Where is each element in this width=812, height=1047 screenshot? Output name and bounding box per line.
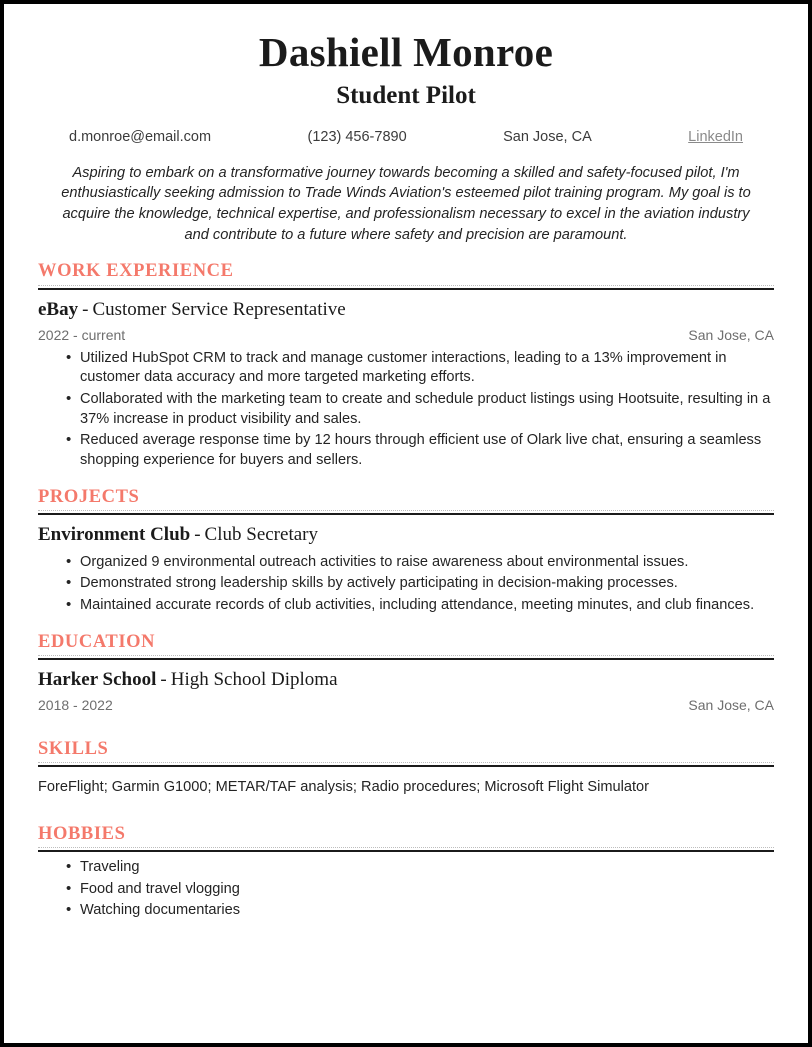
education-entry-title bbox=[38, 669, 774, 692]
contact-email[interactable]: d.monroe@email.com bbox=[69, 128, 212, 145]
section-spacer bbox=[38, 713, 774, 725]
experience-entry bbox=[38, 299, 774, 471]
project-org: Environment Club bbox=[38, 524, 191, 545]
project-bullet-list bbox=[38, 553, 774, 616]
list-item: • Traveling bbox=[66, 858, 774, 878]
section-skills bbox=[38, 739, 774, 798]
experience-dates: 2022 - current bbox=[38, 326, 126, 343]
section-title-work-experience: WORK EXPERIENCE bbox=[38, 261, 234, 282]
list-item: • Demonstrated strong leadership skills by actively participating in decision-making processes. bbox=[66, 574, 774, 594]
resume-header bbox=[38, 30, 774, 145]
experience-position: Customer Service Representative bbox=[92, 298, 346, 320]
title-separator: - bbox=[194, 524, 201, 545]
section-hobbies bbox=[38, 824, 774, 921]
section-divider bbox=[38, 655, 774, 660]
contact-location: San Jose, CA bbox=[503, 128, 592, 145]
list-item: • Reduced average response time by 12 hours through efficient use of Olark live chat, ensuring a seamless shopping experience for buyers and sellers. bbox=[66, 431, 774, 470]
contact-phone[interactable]: (123) 456-7890 bbox=[307, 128, 407, 145]
project-entry-title bbox=[38, 524, 774, 547]
experience-org: eBay bbox=[38, 298, 79, 320]
candidate-name: Dashiell Monroe bbox=[258, 29, 554, 75]
contact-linkedin-link[interactable]: LinkedIn bbox=[688, 128, 743, 145]
resume-sheet bbox=[4, 4, 808, 1043]
education-entry bbox=[38, 669, 774, 713]
title-separator: - bbox=[82, 298, 89, 320]
experience-bullet-list bbox=[38, 349, 774, 471]
contact-row bbox=[69, 129, 743, 145]
section-title-education: EDUCATION bbox=[38, 631, 156, 652]
section-title-hobbies: HOBBIES bbox=[38, 823, 126, 844]
experience-entry-title bbox=[38, 299, 774, 322]
section-education bbox=[38, 632, 774, 713]
project-position: Club Secretary bbox=[204, 524, 318, 545]
section-divider bbox=[38, 510, 774, 515]
list-item: • Collaborated with the marketing team to create and schedule product listings using Hootsuite, resulting in a 37% increase in product visibility and sales. bbox=[66, 390, 774, 429]
section-title-skills: SKILLS bbox=[38, 739, 109, 759]
section-projects bbox=[38, 487, 774, 616]
section-divider bbox=[38, 847, 774, 852]
professional-summary: Aspiring to embark on a transformative journey towards becoming a skilled and safety-focused pilot, I'm enthusiastically seeking admission to Trade Winds Aviation's esteemed pilot training program. My goal is to acquire the knowledge, technical expertise, and professionalism necessary to excel in the aviation industry and contribute to a future where safety and precision are paramount. bbox=[61, 164, 751, 243]
experience-meta bbox=[38, 327, 774, 343]
list-item: • Watching documentaries bbox=[66, 901, 774, 921]
section-divider bbox=[38, 285, 774, 290]
title-separator: - bbox=[160, 669, 167, 691]
list-item: • Food and travel vlogging bbox=[66, 880, 774, 900]
section-spacer bbox=[38, 798, 774, 810]
project-entry bbox=[38, 524, 774, 616]
education-location: San Jose, CA bbox=[688, 697, 774, 713]
candidate-role: Student Pilot bbox=[336, 82, 476, 110]
section-work-experience bbox=[38, 261, 774, 470]
section-divider bbox=[38, 762, 774, 767]
skills-list: ForeFlight; Garmin G1000; METAR/TAF analysis; Radio procedures; Microsoft Flight Simulator bbox=[38, 779, 649, 796]
education-dates: 2018 - 2022 bbox=[38, 697, 113, 713]
list-item: • Utilized HubSpot CRM to track and manage customer interactions, leading to a 13% improvement in customer data accuracy and more targeted marketing efforts. bbox=[66, 349, 774, 388]
list-item: • Maintained accurate records of club activities, including attendance, meeting minutes, and club finances. bbox=[66, 596, 774, 616]
education-school: Harker School bbox=[38, 669, 157, 691]
experience-location: San Jose, CA bbox=[688, 326, 774, 343]
education-degree: High School Diploma bbox=[170, 669, 338, 691]
education-meta bbox=[38, 697, 774, 713]
section-title-projects: PROJECTS bbox=[38, 486, 140, 507]
list-item: • Organized 9 environmental outreach activities to raise awareness about environmental issues. bbox=[66, 553, 774, 573]
hobbies-list bbox=[38, 858, 774, 921]
